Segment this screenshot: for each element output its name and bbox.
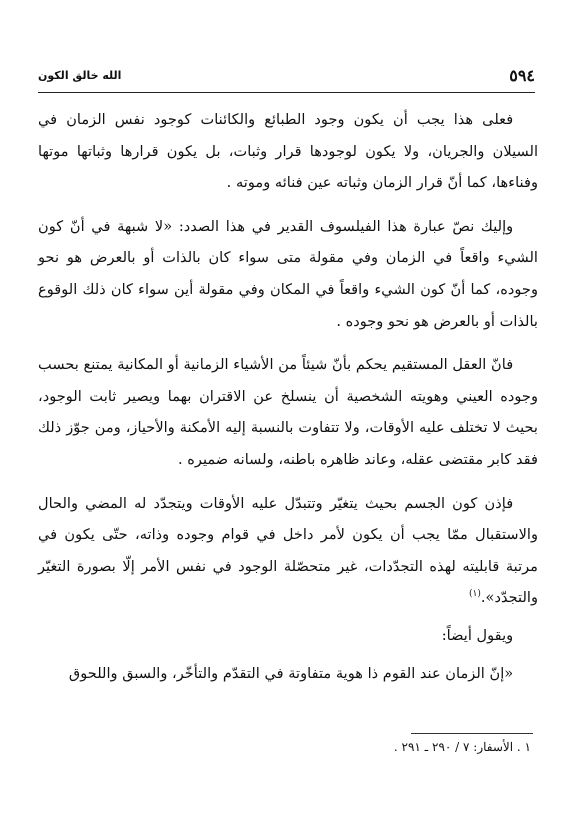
paragraph-1 <box>38 104 538 199</box>
footnote-reference[interactable]: (١) <box>469 589 481 600</box>
paragraph-4 <box>38 488 538 614</box>
paragraph-4-text: فإذن كون الجسم بحيث يتغيّر وتتبدّل عليه الأوقات ويتجدّد له المضي والحال والاستقبال ممّا يجب أن يكون لأمر داخل في قوام وجوده وذاته، حتّى يكون في مرتبة قابليته لهذه التجدّدات، غير متحصّلة الوجود في نفس الأمر إلّا بصورة التغيّر والتجدّد». <box>38 494 538 607</box>
body-text <box>38 104 538 701</box>
paragraph-1-text: فعلى هذا يجب أن يكون وجود الطبائع والكائنات كوجود نفس الزمان في السيلان والجريان، ولا يكون لوجودها قرار وثبات، بل يكون قرارها وثباتها موتها وفناءها، كما أنّ قرار الزمان وثباته عين فنائه وموته . <box>38 111 538 192</box>
paragraph-2 <box>38 211 538 337</box>
page-number: ٥٩٤ <box>509 66 535 85</box>
running-title: الله خالق الكون <box>38 69 122 82</box>
header-rule <box>38 92 535 93</box>
paragraph-6-text: «إنّ الزمان عند القوم ذا هوية متفاوتة في التقدّم والتأخّر، والسبق واللحوق <box>68 664 514 682</box>
paragraph-5-text: ويقول أيضاً: <box>441 626 514 644</box>
paragraph-5 <box>38 620 538 652</box>
footnote-rule <box>411 733 533 734</box>
paragraph-2-text: وإليك نصّ عبارة هذا الفيلسوف القدير في هذا الصدد: «لا شبهة في أنّ كون الشيء واقعاً في الزمان وفي مقولة متى سواء كان بالذات أو بالعرض هو نحو وجوده، كما أنّ كون الشيء واقعاً في المكان وفي مقولة أين سواء كان ذلك الوقوع بالذات أو بالعرض هو نحو وجوده . <box>38 217 538 330</box>
paragraph-6 <box>38 658 538 690</box>
paragraph-3-text: فانّ العقل المستقيم يحكم بأنّ شيئاً من الأشياء الزمانية أو المكانية يمتنع بحسب وجوده العيني وهويته الشخصية أن ينسلخ عن الاقتران بهما ويصير ثابت الوجود، بحيث لا تختلف عليه الأوقات، ولا تتفاوت بالنسبة إليه الأمكنة والأحياز، ومن جوّز ذلك فقد كابر مقتضى عقله، وعاند ظاهره باطنه، ولسانه ضميره . <box>38 356 538 468</box>
paragraph-3 <box>38 349 538 475</box>
page-header <box>38 62 535 88</box>
footnote: ١ . الأسفار: ٧ / ٢٩٠ ـ ٢٩١ . <box>393 740 531 754</box>
